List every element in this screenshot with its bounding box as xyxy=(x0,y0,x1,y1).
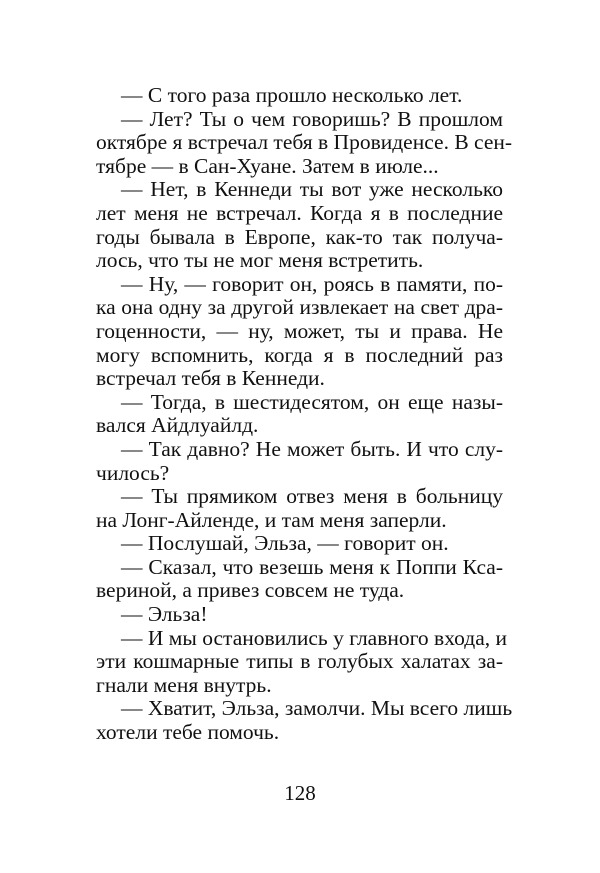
text-line: годы бывала в Европе, как-то так получа- xyxy=(96,224,503,249)
text-line: — Ты прямиком отвез меня в больницу xyxy=(121,484,503,509)
text-line: могу вспомнить, когда я в последний раз xyxy=(96,342,503,367)
text-line: на Лонг-Айленде, и там меня заперли. xyxy=(96,507,447,532)
text-line: хотели тебе помочь. xyxy=(96,720,280,745)
text-line: ка она одну за другой извлекает на свет дра- xyxy=(96,295,503,320)
text-line: встречал тебя в Кеннеди. xyxy=(96,366,325,391)
text-line: эти кошмарные типы в голубых халатах за- xyxy=(96,649,503,674)
text-line: — Сказал, что везешь меня к Поппи Кса- xyxy=(121,554,503,579)
text-line: — Ну, — говорит он, роясь в памяти, по- xyxy=(121,271,503,296)
text-line: лось, что ты не мог меня встретить. xyxy=(96,248,424,273)
text-line: — Так давно? Не может быть. И что слу- xyxy=(121,436,503,461)
text-line: — С того раза прошло несколько лет. xyxy=(121,83,463,107)
text-line: октябре я встречал тебя в Провиденсе. В сен- xyxy=(96,130,513,155)
text-line: — Лет? Ты о чем говоришь? В прошлом xyxy=(121,106,503,131)
text-line: вался Айдлуайлд. xyxy=(96,413,259,438)
text-line: гоценности, — ну, может, ты и права. Не xyxy=(96,318,503,343)
text-line: лет меня не встречал. Когда я в последние xyxy=(96,200,503,225)
text-line: гнали меня внутрь. xyxy=(96,672,272,697)
page-number: 128 xyxy=(284,781,316,805)
text-line: — Послушай, Эльза, — говорит он. xyxy=(121,531,449,556)
text-line: тябре — в Сан-Хуане. Затем в июле... xyxy=(96,153,439,178)
text-line: — Нет, в Кеннеди ты вот уже несколько xyxy=(121,177,503,202)
text-line: — Тогда, в шестидесятом, он еще назы- xyxy=(121,389,503,414)
text-line: — И мы остановились у главного входа, и xyxy=(121,625,507,650)
page-text xyxy=(96,83,513,745)
text-line: — Хватит, Эльза, замолчи. Мы всего лишь xyxy=(121,696,513,721)
text-line: вериной, а привез совсем не туда. xyxy=(96,578,405,603)
text-line: — Эльза! xyxy=(121,602,208,627)
text-line: чилось? xyxy=(96,460,170,485)
